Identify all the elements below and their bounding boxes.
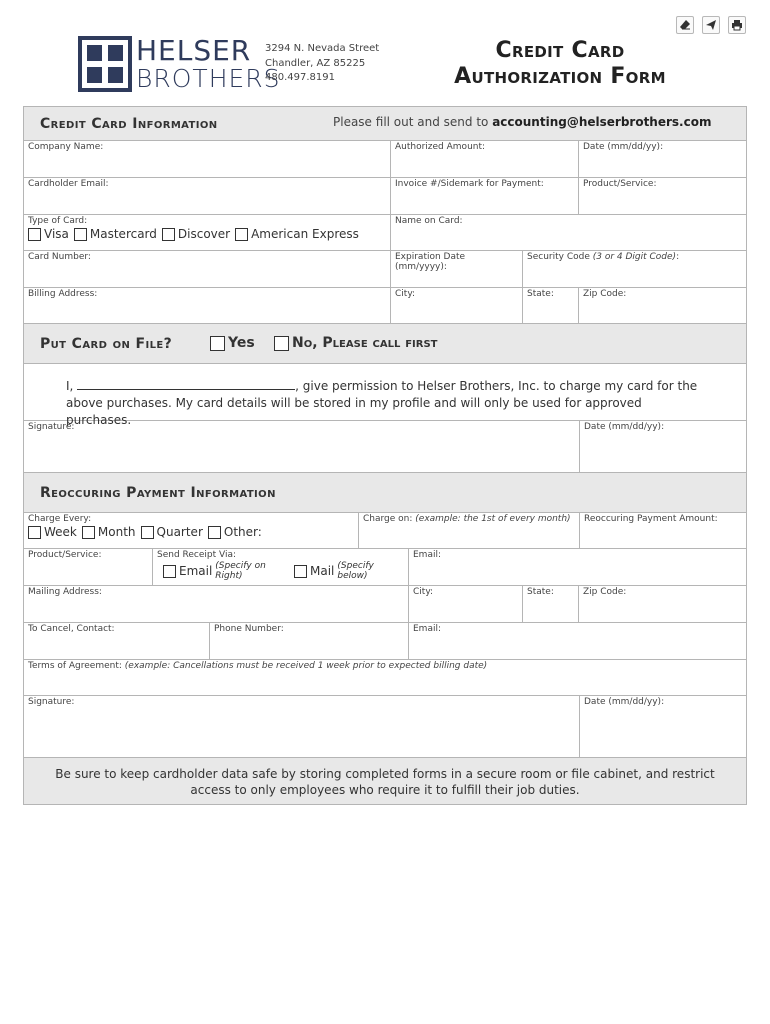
- card-info-instruction: [333, 115, 711, 129]
- receipt-email-field-label: Email:: [413, 550, 442, 560]
- print-icon[interactable]: [728, 16, 746, 34]
- no-label: No, Please call first: [292, 335, 438, 351]
- receipt-mail-checkbox[interactable]: [294, 565, 307, 578]
- authorized-amount-label: Authorized Amount:: [395, 142, 486, 152]
- mailing-city-label: City:: [413, 587, 434, 597]
- card-on-file-no-option: [274, 335, 438, 351]
- phone-label: Phone Number:: [214, 624, 284, 634]
- card-info-header: [24, 107, 746, 141]
- expiration-field[interactable]: [391, 251, 523, 287]
- recurring-signature-field[interactable]: [24, 696, 580, 757]
- charge-every-label: Charge Every:: [28, 514, 92, 524]
- recurring-product-field[interactable]: [24, 549, 153, 585]
- cancel-email-field[interactable]: [409, 623, 746, 659]
- type-of-card-field: [24, 215, 391, 250]
- footer-line2: access to only employees who require it to fulfill their job duties.: [190, 783, 580, 797]
- discover-checkbox[interactable]: [162, 228, 175, 241]
- other-label: Other:: [223, 525, 262, 539]
- terms-example: (example: Cancellations must be received 1 week prior to expected billing date): [124, 661, 488, 671]
- document-toolbar: [676, 16, 746, 34]
- signature-date-field[interactable]: [580, 421, 746, 472]
- billing-address-label: Billing Address:: [28, 289, 98, 299]
- authorization-form: [23, 106, 747, 805]
- permission-text: , give permission to Helser Brothers, Inc. to charge my card for the: [295, 379, 698, 393]
- form-row: [24, 251, 746, 288]
- eraser-icon[interactable]: [676, 16, 694, 34]
- cancel-contact-field[interactable]: [24, 623, 210, 659]
- card-on-file-header: [24, 324, 746, 364]
- mailing-zip-label: Zip Code:: [583, 587, 627, 597]
- receipt-email-label: Email: [179, 564, 213, 578]
- card-number-label: Card Number:: [28, 252, 91, 262]
- cardholder-email-label: Cardholder Email:: [28, 179, 109, 189]
- form-row: [24, 141, 746, 178]
- recurring-amount-label: Reoccuring Payment Amount:: [584, 514, 718, 524]
- state-label: State:: [527, 289, 554, 299]
- address-street: 3294 N. Nevada Street: [265, 43, 380, 54]
- terms-field[interactable]: [24, 660, 746, 695]
- security-code-suffix: :: [676, 252, 680, 262]
- send-receipt-label: Send Receipt Via:: [157, 550, 237, 560]
- form-row: [24, 549, 746, 586]
- receipt-mail-note: (Specify below): [337, 561, 374, 581]
- visa-checkbox[interactable]: [28, 228, 41, 241]
- amex-checkbox[interactable]: [235, 228, 248, 241]
- yes-label: Yes: [228, 335, 255, 351]
- card-on-file-yes-option: [210, 335, 255, 351]
- permission-prefix: I,: [66, 379, 78, 393]
- date-label: Date (mm/dd/yy):: [583, 142, 664, 152]
- terms-label: [28, 661, 742, 671]
- recurring-product-label: Product/Service:: [28, 550, 102, 560]
- frequency-options: [28, 525, 354, 539]
- form-row: [24, 178, 746, 215]
- address-phone: 480.497.8191: [265, 72, 335, 83]
- logo-mark-icon: [78, 36, 132, 92]
- authorized-amount-field[interactable]: [391, 141, 579, 177]
- zip-label: Zip Code:: [583, 289, 627, 299]
- receipt-email-checkbox[interactable]: [163, 565, 176, 578]
- product-service-label: Product/Service:: [583, 179, 657, 189]
- card-info-heading: Credit Card Information: [40, 116, 218, 132]
- recurring-header: [24, 473, 746, 513]
- mastercard-label: Mastercard: [89, 227, 157, 241]
- security-notice: [24, 758, 746, 804]
- mastercard-checkbox[interactable]: [74, 228, 87, 241]
- cancel-contact-label: To Cancel, Contact:: [28, 624, 115, 634]
- address-city: Chandler, AZ 85225: [265, 57, 366, 69]
- name-on-card-label: Name on Card:: [395, 216, 463, 226]
- visa-label: Visa: [44, 227, 69, 241]
- recurring-date-field[interactable]: [580, 696, 746, 757]
- state-field[interactable]: [523, 288, 579, 323]
- mailing-state-label: State:: [527, 587, 554, 597]
- send-receipt-field: [153, 549, 409, 585]
- yes-checkbox[interactable]: [210, 336, 225, 351]
- send-icon[interactable]: [702, 16, 720, 34]
- mailing-state-field[interactable]: [523, 586, 579, 622]
- week-checkbox[interactable]: [28, 526, 41, 539]
- zip-field[interactable]: [579, 288, 746, 323]
- security-code-field[interactable]: [523, 251, 746, 287]
- card-type-options: [28, 227, 386, 241]
- product-service-field[interactable]: [579, 178, 746, 214]
- charge-on-prefix: Charge on:: [363, 514, 416, 524]
- mailing-address-field[interactable]: [24, 586, 409, 622]
- form-title-line1: Credit Card: [495, 38, 625, 63]
- logo-line2: BROTHERS: [136, 64, 281, 93]
- company-name-label: Company Name:: [28, 142, 104, 152]
- signature-field[interactable]: [24, 421, 580, 472]
- recurring-amount-field[interactable]: [580, 513, 746, 548]
- receipt-email-note: (Specify on Right): [215, 561, 266, 581]
- instruction-prefix: Please fill out and send to: [333, 115, 493, 129]
- company-address: [265, 42, 379, 86]
- form-row: [24, 660, 746, 696]
- type-of-card-label: Type of Card:: [28, 216, 88, 226]
- form-row: [24, 696, 746, 758]
- billing-address-field[interactable]: [24, 288, 391, 323]
- week-label: Week: [44, 525, 77, 539]
- card-number-field[interactable]: [24, 251, 391, 287]
- form-title: [410, 38, 710, 90]
- charge-every-field: [24, 513, 359, 548]
- other-checkbox[interactable]: [208, 526, 221, 539]
- name-on-card-field[interactable]: [391, 215, 746, 250]
- security-code-note: (3 or 4 Digit Code): [592, 252, 677, 262]
- form-row: [24, 215, 746, 251]
- quarter-checkbox[interactable]: [141, 526, 154, 539]
- terms-prefix: Terms of Agreement:: [28, 661, 125, 671]
- expiration-label: Expiration Date (mm/yyyy):: [395, 252, 466, 272]
- city-field[interactable]: [391, 288, 523, 323]
- signature-label: Signature:: [28, 422, 75, 432]
- city-label: City:: [395, 289, 416, 299]
- quarter-label: Quarter: [156, 525, 203, 539]
- footer-line1: Be sure to keep cardholder data safe by storing completed forms in a secure room or file cabinet, and restrict: [55, 767, 715, 781]
- form-row: [24, 421, 746, 473]
- charge-on-label: [363, 514, 575, 524]
- card-on-file-heading: Put Card on File?: [40, 336, 173, 352]
- form-row: [24, 586, 746, 623]
- logo-line1: HELSER: [136, 34, 252, 67]
- discover-label: Discover: [177, 227, 231, 241]
- company-name-field[interactable]: [24, 141, 391, 177]
- recurring-heading: Reoccuring Payment Information: [40, 485, 276, 501]
- recurring-date-label: Date (mm/dd/yy):: [584, 697, 665, 707]
- cancel-email-label: Email:: [413, 624, 442, 634]
- charge-on-example: (example: the 1st of every month): [415, 514, 571, 524]
- form-row: [24, 513, 746, 549]
- name-blank-input[interactable]: [77, 379, 295, 390]
- mailing-zip-field[interactable]: [579, 586, 746, 622]
- mailing-city-field[interactable]: [409, 586, 523, 622]
- charge-on-field[interactable]: [359, 513, 580, 548]
- receipt-options: [163, 561, 404, 581]
- phone-field[interactable]: [210, 623, 409, 659]
- security-code-label: [527, 252, 742, 262]
- signature-date-label: Date (mm/dd/yy):: [584, 422, 665, 432]
- form-title-line2: Authorization Form: [454, 64, 666, 89]
- amex-label: American Express: [251, 227, 359, 241]
- cardholder-email-field[interactable]: [24, 178, 391, 214]
- receipt-mail-label: Mail: [310, 564, 335, 578]
- company-logo: [78, 36, 281, 92]
- receipt-email-field[interactable]: [409, 549, 746, 585]
- security-code-prefix: Security Code: [527, 252, 593, 262]
- invoice-field[interactable]: [391, 178, 579, 214]
- permission-line2: above purchases. My card details will be stored in my profile and will only be used for approved purchases.: [66, 396, 642, 427]
- mailing-address-label: Mailing Address:: [28, 587, 102, 597]
- recurring-signature-label: Signature:: [28, 697, 75, 707]
- invoice-label: Invoice #/Sidemark for Payment:: [395, 179, 544, 189]
- no-checkbox[interactable]: [274, 336, 289, 351]
- accounting-email: accounting@helserbrothers.com: [492, 115, 712, 129]
- month-label: Month: [97, 525, 136, 539]
- form-row: [24, 623, 746, 660]
- form-row: [24, 288, 746, 324]
- month-checkbox[interactable]: [82, 526, 95, 539]
- date-field[interactable]: [579, 141, 746, 177]
